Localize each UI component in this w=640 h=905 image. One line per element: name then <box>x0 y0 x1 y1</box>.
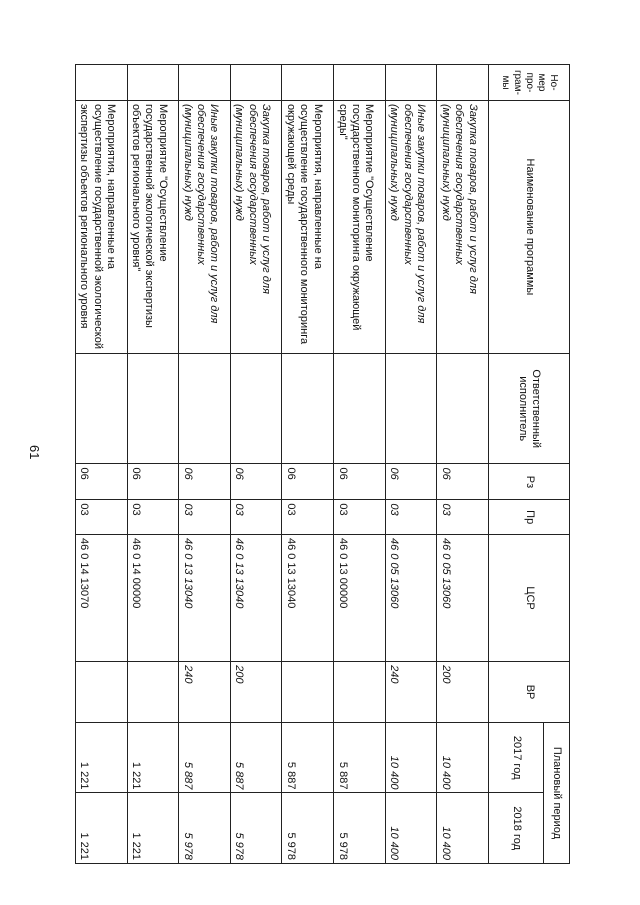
cell-rz: 06 <box>230 464 282 500</box>
cell-executor <box>437 353 489 464</box>
cell-vr <box>127 662 179 723</box>
cell-2017: 5 887 <box>179 722 231 793</box>
cell-program-name: Иные закупки товаров, работ и услуг для обеспечения государственных (муниципальных) нужд <box>179 100 231 353</box>
cell-2017: 5 887 <box>334 722 386 793</box>
cell-2018: 5 978 <box>230 793 282 864</box>
cell-2018: 1 221 <box>76 793 128 864</box>
cell-rz: 06 <box>76 464 128 500</box>
header-rz: Рз <box>489 464 570 500</box>
cell-program-name: Закупка товаров, работ и услуг для обеспечения государственных (муниципальных) нужд <box>230 100 282 353</box>
cell-csr: 46 0 13 13040 <box>179 534 231 661</box>
header-vr: ВР <box>489 662 570 723</box>
cell-csr: 46 0 05 13060 <box>437 534 489 661</box>
cell-program-number <box>385 65 437 101</box>
cell-program-name: Мероприятие "Осуществление государственного мониторинга окружающей среды" <box>334 100 386 353</box>
cell-pr: 03 <box>385 500 437 535</box>
table-row <box>437 65 489 864</box>
cell-program-number <box>76 65 128 101</box>
cell-pr: 03 <box>230 500 282 535</box>
cell-executor <box>127 353 179 464</box>
cell-2018: 10 400 <box>437 793 489 864</box>
cell-pr: 03 <box>437 500 489 535</box>
cell-csr: 46 0 14 00000 <box>127 534 179 661</box>
cell-csr: 46 0 14 13070 <box>76 534 128 661</box>
budget-table <box>75 64 570 864</box>
cell-executor <box>334 353 386 464</box>
cell-executor <box>230 353 282 464</box>
cell-2018: 5 978 <box>179 793 231 864</box>
table-row <box>230 65 282 864</box>
cell-program-number <box>230 65 282 101</box>
cell-program-number <box>127 65 179 101</box>
cell-program-name: Мероприятие "Осуществление государственной экологической экспертизы объектов регионального уровня" <box>127 100 179 353</box>
cell-2018: 5 978 <box>334 793 386 864</box>
cell-program-name: Закупка товаров, работ и услуг для обеспечения государственных (муниципальных) нужд <box>437 100 489 353</box>
header-program-name: Наименование программы <box>489 100 570 353</box>
cell-vr: 240 <box>385 662 437 723</box>
cell-program-number <box>437 65 489 101</box>
cell-2017: 10 400 <box>385 722 437 793</box>
cell-rz: 06 <box>334 464 386 500</box>
cell-program-number <box>282 65 334 101</box>
cell-rz: 06 <box>127 464 179 500</box>
cell-rz: 06 <box>179 464 231 500</box>
cell-pr: 03 <box>76 500 128 535</box>
cell-vr: 200 <box>230 662 282 723</box>
cell-program-name: Мероприятия, направленные на осуществление государственной экологической экспертизы объектов регионального уровня <box>76 100 128 353</box>
cell-rz: 06 <box>437 464 489 500</box>
cell-executor <box>282 353 334 464</box>
cell-pr: 03 <box>179 500 231 535</box>
page-number: 61 <box>27 445 42 460</box>
cell-vr: 200 <box>437 662 489 723</box>
cell-csr: 46 0 13 00000 <box>334 534 386 661</box>
cell-executor <box>179 353 231 464</box>
cell-2017: 5 887 <box>282 722 334 793</box>
cell-program-number <box>179 65 231 101</box>
cell-csr: 46 0 05 13060 <box>385 534 437 661</box>
cell-2018: 10 400 <box>385 793 437 864</box>
budget-table-container <box>75 64 570 864</box>
table-row <box>385 65 437 864</box>
table-row <box>76 65 128 864</box>
cell-vr <box>282 662 334 723</box>
cell-program-name: Мероприятия, направленные на осуществление государственного мониторинга окружающей среды <box>282 100 334 353</box>
header-pr: Пр <box>489 500 570 535</box>
cell-2018: 5 978 <box>282 793 334 864</box>
cell-program-number <box>334 65 386 101</box>
cell-pr: 03 <box>282 500 334 535</box>
cell-2018: 1 221 <box>127 793 179 864</box>
cell-vr <box>76 662 128 723</box>
cell-2017: 5 887 <box>230 722 282 793</box>
table-row <box>127 65 179 864</box>
cell-executor <box>76 353 128 464</box>
table-row <box>179 65 231 864</box>
cell-pr: 03 <box>334 500 386 535</box>
cell-csr: 46 0 13 13040 <box>230 534 282 661</box>
table-body <box>76 65 489 864</box>
cell-2017: 1 221 <box>76 722 128 793</box>
header-program-number: Но-мер про-грам-мы <box>489 65 570 101</box>
cell-2017: 1 221 <box>127 722 179 793</box>
cell-rz: 06 <box>282 464 334 500</box>
header-csr: ЦСР <box>489 534 570 661</box>
header-year-2018: 2018 год <box>489 793 544 864</box>
cell-vr <box>334 662 386 723</box>
cell-csr: 46 0 13 13040 <box>282 534 334 661</box>
table-row <box>334 65 386 864</box>
cell-executor <box>385 353 437 464</box>
header-planned-period: Плановый период <box>544 722 570 863</box>
cell-2017: 10 400 <box>437 722 489 793</box>
cell-rz: 06 <box>385 464 437 500</box>
cell-program-name: Иные закупки товаров, работ и услуг для обеспечения государственных (муниципальных) нужд <box>385 100 437 353</box>
cell-pr: 03 <box>127 500 179 535</box>
cell-vr: 240 <box>179 662 231 723</box>
table-row <box>282 65 334 864</box>
header-executor: Ответственный исполнитель <box>489 353 570 464</box>
header-year-2017: 2017 год <box>489 722 544 793</box>
